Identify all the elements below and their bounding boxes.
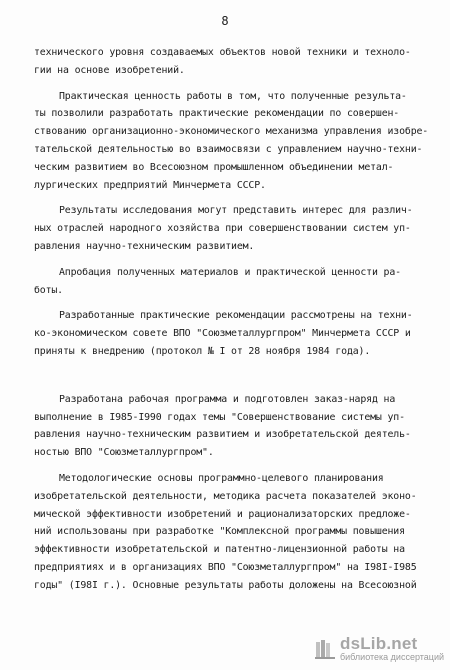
text-line: равления научно-техническим развитием. — [34, 240, 255, 252]
text-line: ты позволили разработать практические рекомендации по совершен- — [34, 108, 400, 120]
watermark-text — [340, 635, 444, 662]
watermark-tagline: библиотека диссертаций — [339, 652, 444, 662]
watermark[interactable] — [314, 635, 444, 662]
text-line: боты. — [34, 284, 63, 296]
text-line: равления научно-техническим развитием и изобретательской деятель- — [34, 429, 411, 441]
text-line: Апробация полученных материалов и практической ценности ра- — [59, 266, 401, 278]
text-line: Разработанные практические рекомендации рассмотрены на техни- — [59, 310, 413, 322]
page-number: 8 — [221, 14, 229, 28]
text-line: эффективности изобретательской и патентно-лицензионной работы на — [34, 544, 405, 556]
text-line: Методологические основы программно-целевого планирования — [59, 472, 384, 484]
body-text — [34, 44, 429, 595]
text-line: гии на основе изобретений. — [34, 64, 185, 76]
paragraph-methodology — [34, 470, 424, 595]
text-line: Результаты исследования могут представить интерес для различ- — [59, 205, 413, 217]
paragraph-practical-value — [34, 88, 429, 195]
text-line: выполнение в I985-I990 годах темы "Совершенствование системы уп- — [34, 411, 405, 423]
paragraph-results-interest — [34, 202, 424, 255]
book-stack-icon — [314, 638, 336, 660]
text-line: ческим развитием во Всесоюзном промышленном объединении метал- — [34, 161, 394, 173]
text-line: изобретательской деятельности, методика расчета показателей эконо- — [34, 490, 417, 502]
watermark-brand: dsLib.net — [339, 634, 418, 653]
text-line: ко-экономическом совете ВПО "Союзметаллургпром" Минчермета СССР и — [34, 328, 411, 340]
text-line: ствованию организационно-экономического механизма управления изобре- — [34, 126, 429, 138]
paragraph-continuation — [34, 44, 424, 80]
text-line: технического уровня создаваемых объектов новой техники и техноло- — [34, 47, 411, 58]
paragraph-work-program — [34, 391, 424, 462]
text-line: тательской деятельностью во взаимосвязи с управлением научно-техни- — [34, 143, 423, 155]
text-line: ностью ВПО "Союзметаллургпром". — [34, 447, 214, 459]
text-line: мической эффективности изобретений и рационализаторских предложе- — [34, 508, 411, 520]
text-line: приняты к внедрению (протокол № I от 28 ноября 1984 года). — [34, 345, 371, 357]
text-line: ний использованы при разработке "Комплексной программы повышения — [34, 526, 405, 538]
text-line: Разработана рабочая программа и подготовлен заказ-наряд на — [59, 393, 396, 405]
text-line: лургических предприятий Минчермета СССР. — [34, 179, 266, 191]
text-line: годы" (I98I г.). Основные результаты работы доложены на Всесоюзной — [34, 579, 417, 591]
paragraph-recommendations — [34, 307, 424, 360]
text-line: предприятиях и в организациях ВПО "Союзметаллургпром" на I98I-I985 — [34, 561, 417, 573]
text-line: ных отраслей народного хозяйства при совершенствовании систем уп- — [34, 223, 411, 235]
paragraph-approbation — [34, 264, 424, 300]
text-line: Практическая ценность работы в том, что полученные результа- — [59, 90, 407, 102]
